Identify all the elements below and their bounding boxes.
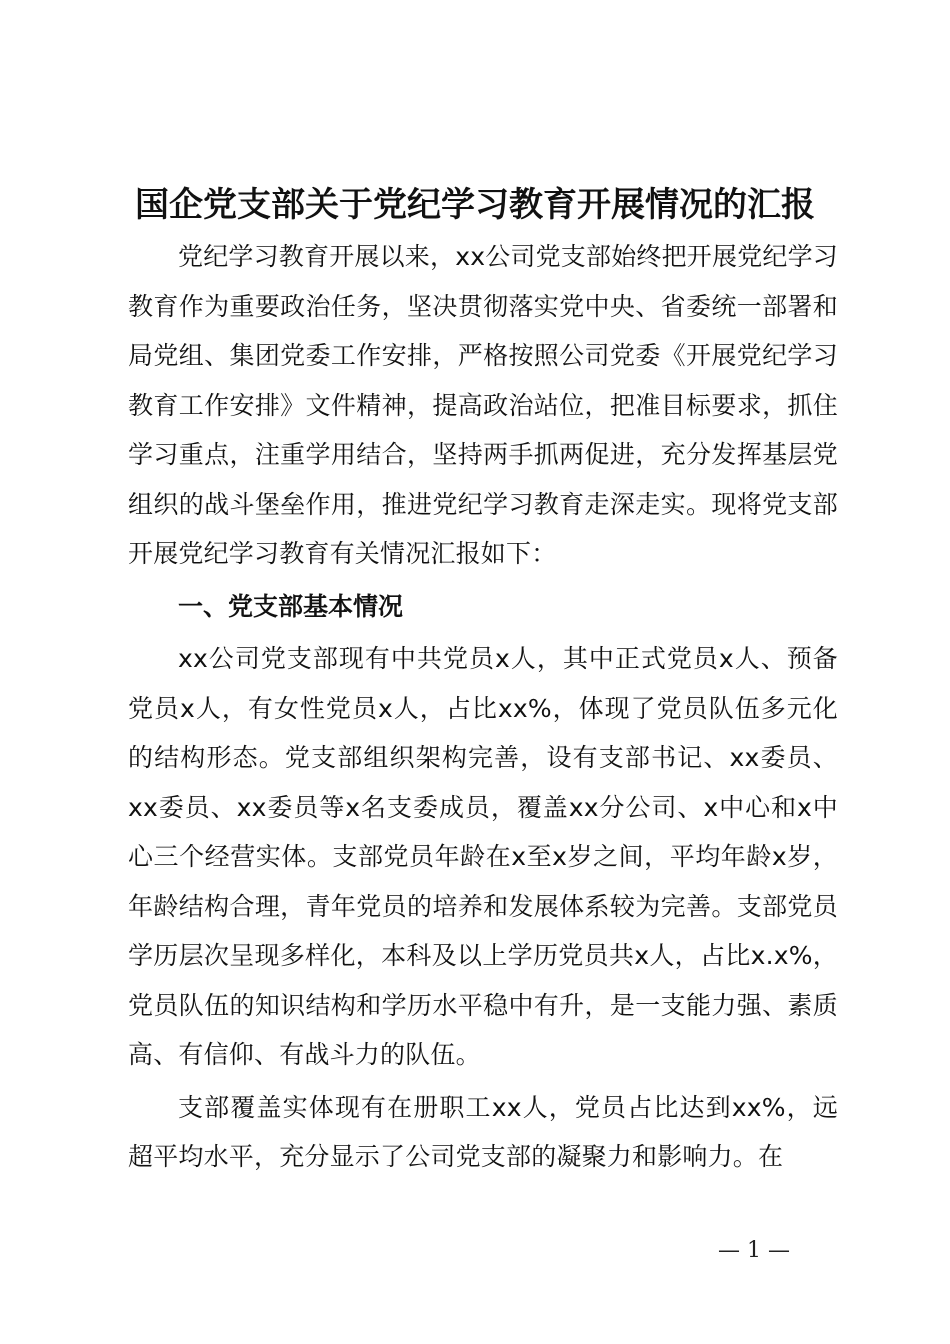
section-heading: 一、党支部基本情况: [178, 591, 404, 621]
intro-paragraph: 党纪学习教育开展以来，xx公司党支部始终把开展党纪学习教育作为重要政治任务，坚决贯彻落实党中央、省委统一部署和局党组、集团党委工作安排，严格按照公司党委《开展党纪学习教育工作安排》文件精神，提高政治站位，把准目标要求，抓住学习重点，注重学用结合，坚持两手抓两促进，充分发挥基层党组织的战斗堡垒作用，推进党纪学习教育走深走实。现将党支部开展党纪学习教育有关情况汇报如下：: [128, 242, 838, 568]
page-number: — 1 —: [718, 1238, 790, 1263]
body-paragraph: xx公司党支部现有中共党员x人，其中正式党员x人、预备党员x人，有女性党员x人，占比xx%，体现了党员队伍多元化的结构形态。党支部组织架构完善，设有支部书记、xx委员、xx委员、xx委员等x名支委成员，覆盖xx分公司、x中心和x中心三个经营实体。支部党员年龄在x至x岁之间，平均年龄x岁，年龄结构合理，青年党员的培养和发展体系较为完善。支部党员学历层次呈现多样化，本科及以上学历党员共x人，占比x.x%，党员队伍的知识结构和学历水平稳中有升，是一支能力强、素质高、有信仰、有战斗力的队伍。: [128, 644, 838, 1069]
body-paragraph: 支部覆盖实体现有在册职工xx人，党员占比达到xx%，远超平均水平，充分显示了公司党支部的凝聚力和影响力。在: [128, 1092, 838, 1171]
document-body: [128, 232, 838, 1182]
document-title: 国企党支部关于党纪学习教育开展情况的汇报: [135, 185, 815, 225]
